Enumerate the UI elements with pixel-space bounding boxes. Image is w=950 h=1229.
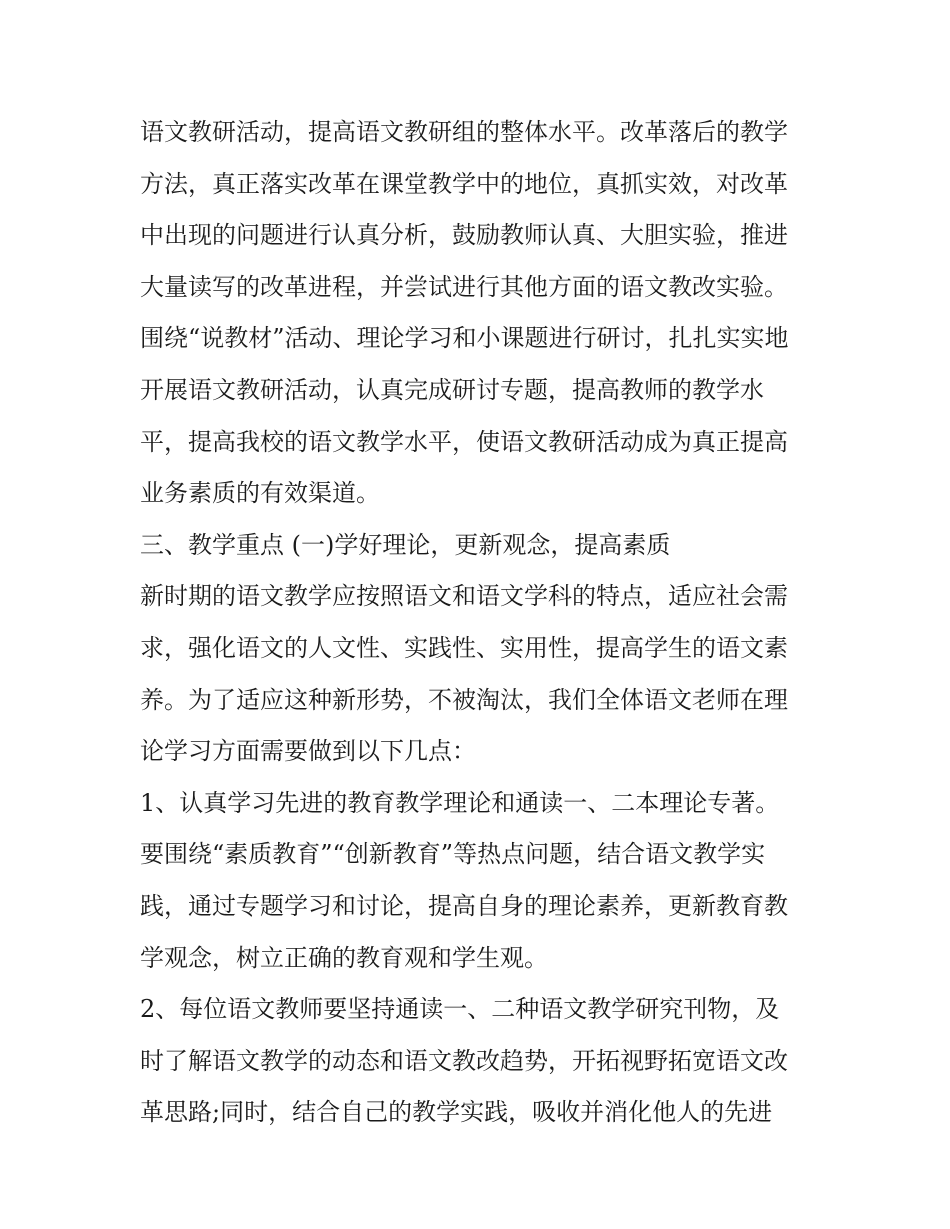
text-line: 围绕“说教材”活动、理论学习和小课题进行研讨，扎扎实实地	[140, 324, 789, 353]
list-item-2: 2、每位语文教师要坚持通读一、二种语文教学研究刊物，及	[140, 995, 780, 1024]
text-line: 践，通过专题学习和讨论，提高自身的理论素养，更新教育教	[140, 891, 788, 920]
text-line: 要围绕“素质教育”“创新教育”等热点问题，结合语文教学实	[140, 840, 766, 869]
text-line: 平，提高我校的语文教学水平，使语文教研活动成为真正提高	[140, 427, 788, 456]
text-line: 业务素质的有效渠道。	[140, 479, 380, 508]
text-line: 革思路;同时，结合自己的教学实践，吸收并消化他人的先进	[140, 1098, 773, 1127]
text-line: 学观念，树立正确的教育观和学生观。	[140, 943, 548, 972]
text-line: 中出现的问题进行认真分析，鼓励教师认真、大胆实验，推进	[140, 221, 788, 250]
text-line: 新时期的语文教学应按照语文和语文学科的特点，适应社会需	[140, 582, 788, 611]
text-line: 开展语文教研活动，认真完成研讨专题，提高教师的教学水	[140, 375, 764, 404]
text-line: 方法，真正落实改革在课堂教学中的地位，真抓实效，对改革	[140, 169, 788, 198]
list-item-1: 1、认真学习先进的教育教学理论和通读一、二本理论专著。	[140, 788, 780, 817]
text-line: 求，强化语文的人文性、实践性、实用性，提高学生的语文素	[140, 633, 788, 662]
text-line: 论学习方面需要做到以下几点：	[140, 737, 476, 766]
section-heading: 三、教学重点 (一)学好理论，更新观念，提高素质	[140, 530, 671, 559]
text-line: 语文教研活动，提高语文教研组的整体水平。改革落后的教学	[140, 118, 788, 146]
text-line: 大量读写的改革进程，并尝试进行其他方面的语文教改实验。	[140, 272, 788, 301]
text-line: 养。为了适应这种新形势，不被淘汰，我们全体语文老师在理	[140, 685, 788, 714]
text-line: 时了解语文教学的动态和语文教改趋势，开拓视野拓宽语文改	[140, 1046, 788, 1075]
document-body	[140, 107, 830, 1139]
